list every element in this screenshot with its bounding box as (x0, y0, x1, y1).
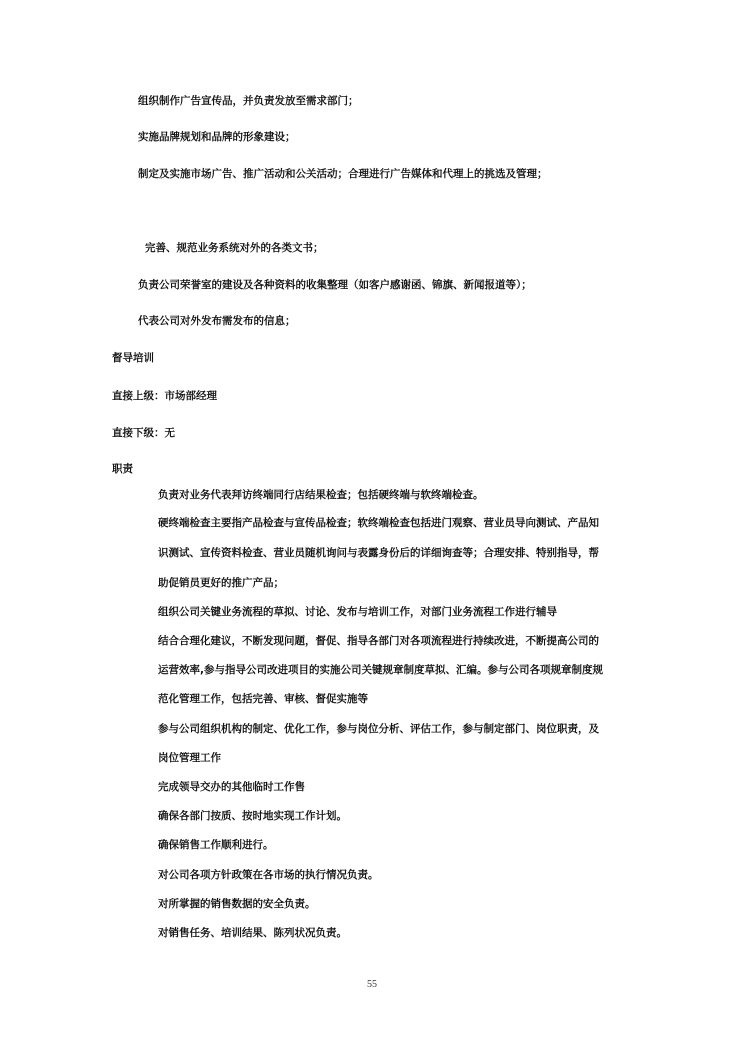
duty-line: 确保各部门按质、按时地实现工作计划。 (158, 810, 347, 822)
duty-line: 确保销售工作顺利进行。 (158, 839, 274, 851)
direct-subordinate: 直接下级：无 (112, 427, 175, 439)
duty-line: 对公司各项方针政策在各市场的执行情况负责。 (158, 869, 379, 881)
duty-line: 参与公司组织机构的制定、优化工作，参与岗位分析、评估工作，参与制定部门、岗位职责，及 (158, 723, 599, 735)
page-number: 55 (367, 979, 377, 990)
duties-heading: 职责 (112, 463, 133, 475)
duty-line: 运营效率,参与指导公司改进项目的实施公司关键规章制度草拟、汇编。参与公司各项规章制度规 (158, 664, 603, 676)
duty-line: 组织制作广告宣传品，并负责发放至需求部门； (138, 95, 359, 107)
duty-line: 负责公司荣誉室的建设及各种资料的收集整理（如客户感谢函、锦旗、新闻报道等）； (138, 279, 532, 291)
duty-line: 识测试、宣传资料检查、营业员随机询问与表露身份后的详细询查等；合理安排、特别指导，帮 (158, 547, 599, 559)
duty-line: 岗位管理工作 (158, 752, 221, 764)
duty-line: 组织公司关键业务流程的草拟、讨论、发布与培训工作，对部门业务流程工作进行辅导 (158, 606, 557, 618)
position-title: 督导培训 (112, 352, 154, 364)
duty-line: 对所掌握的销售数据的安全负责。 (158, 898, 316, 910)
duty-line: 完善、规范业务系统对外的各类文书； (145, 242, 324, 254)
direct-superior: 直接上级：市场部经理 (112, 390, 217, 402)
duty-line: 助促销员更好的推广产品； (158, 577, 284, 589)
duty-line: 完成领导交办的其他临时工作售 (158, 781, 305, 793)
duty-line: 实施品牌规划和品牌的形象建设； (138, 131, 296, 143)
duty-line: 结合合理化建议，不断发现问题，督促、指导各部门对各项流程进行持续改进，不断提高公司的 (158, 635, 599, 647)
duty-line: 代表公司对外发布需发布的信息； (138, 315, 296, 327)
duty-line: 范化管理工作，包括完善、审核、督促实施等 (158, 693, 368, 705)
duty-line: 对销售任务、培训结果、陈列状况负责。 (158, 927, 347, 939)
duty-line: 硬终端检查主要指产品检查与宣传品检查；软终端检查包括进门观察、营业员导向测试、产品知 (158, 517, 599, 529)
duty-line: 负责对业务代表拜访终端同行店结果检查；包括硬终端与软终端检查。 (158, 489, 484, 501)
duty-line: 制定及实施市场广告、推广活动和公关活动；合理进行广告媒体和代理上的挑选及管理； (138, 168, 548, 180)
